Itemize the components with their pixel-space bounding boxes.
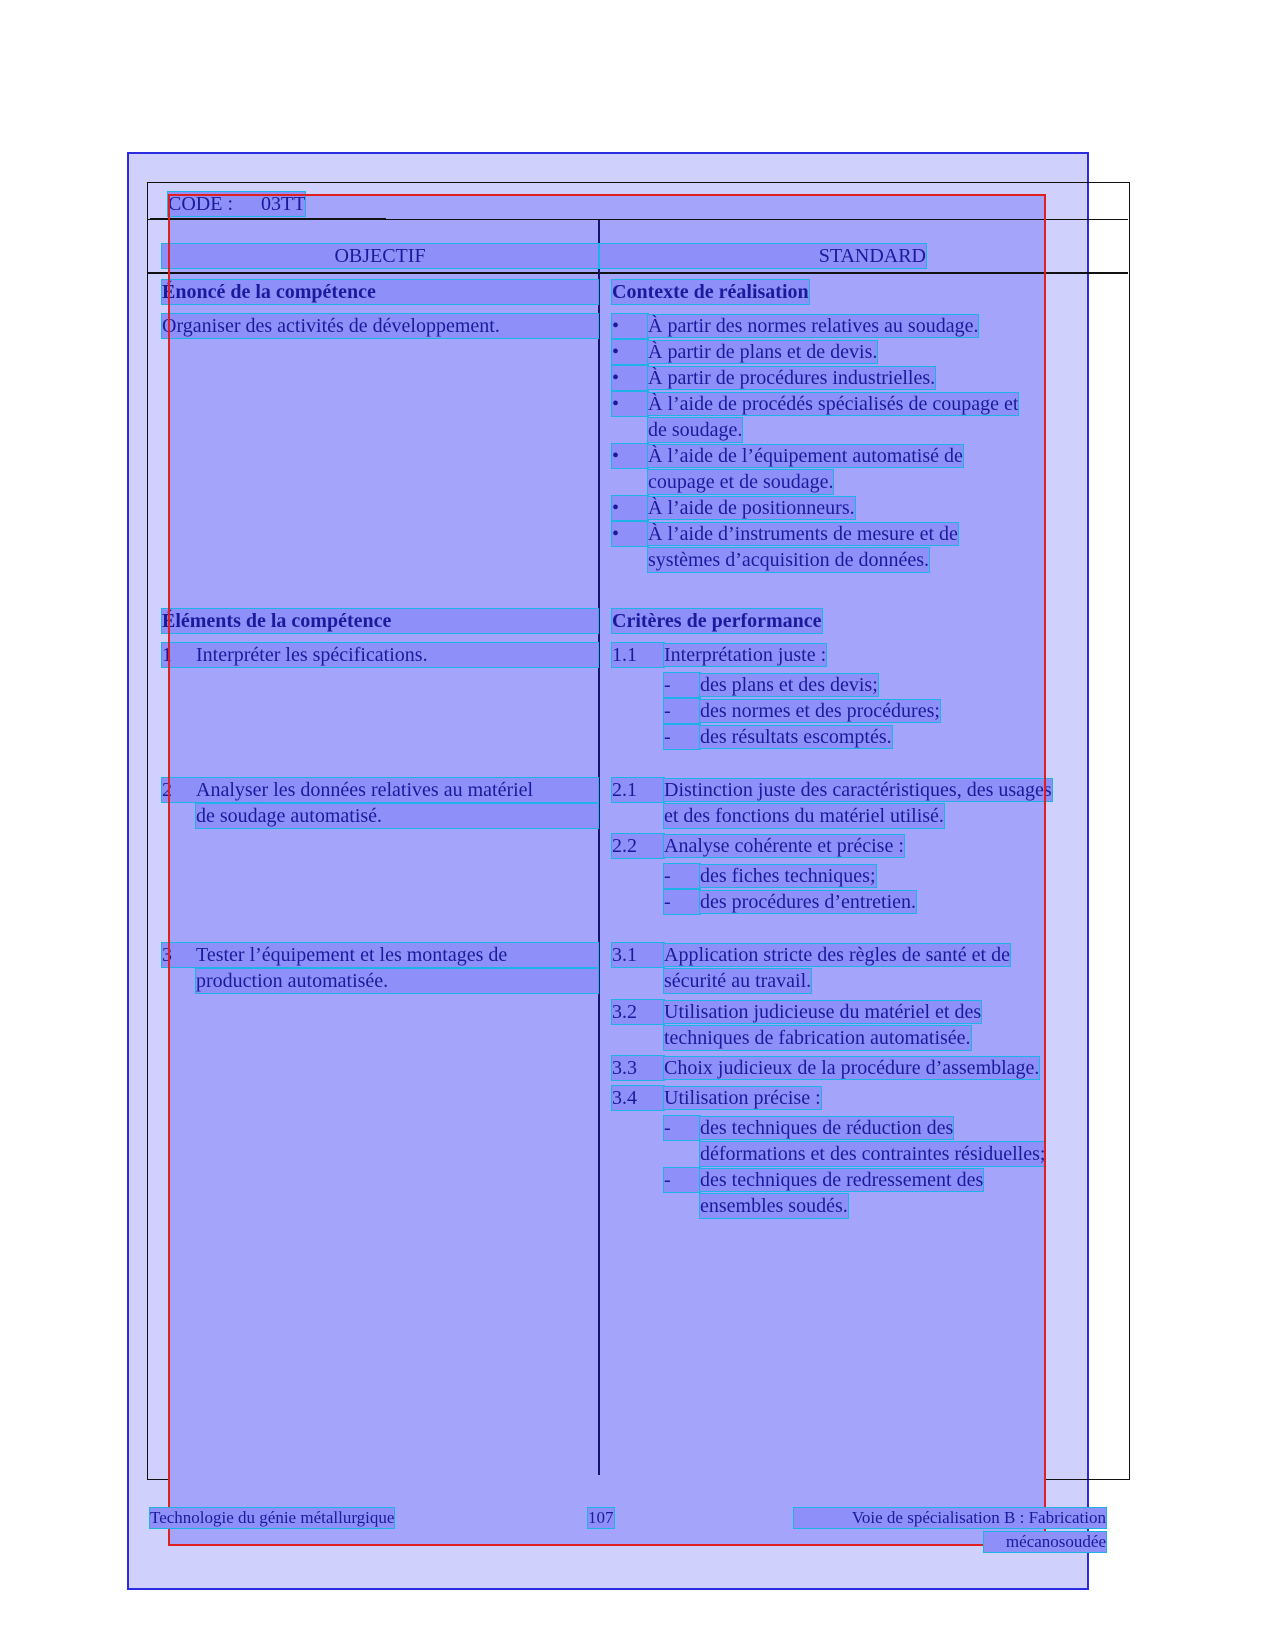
bullet-icon: • bbox=[612, 392, 648, 416]
enonce-title: Énoncé de la compétence bbox=[162, 280, 598, 304]
criterion-3-1-cont: sécurité au travail. bbox=[664, 970, 812, 992]
footer-right-line1: Voie de spécialisation B : Fabrication bbox=[794, 1508, 1106, 1528]
dash-icon: - bbox=[664, 725, 700, 749]
criterion-3-4-sub-1-cont: déformations et des contraintes résiduelles; bbox=[700, 1143, 1046, 1165]
criterion-text: Interprétation juste : bbox=[664, 644, 827, 666]
bullet-icon: • bbox=[612, 366, 648, 390]
enonce-text: Organiser des activités de développement. bbox=[162, 314, 598, 338]
criterion-text: Utilisation judicieuse du matériel et des bbox=[664, 1001, 982, 1023]
sub-text: des résultats escomptés. bbox=[700, 726, 892, 748]
bullet-icon: • bbox=[612, 444, 648, 468]
bullet-icon: • bbox=[612, 522, 648, 546]
criterion-text: Distinction juste des caractéristiques, des usages bbox=[664, 779, 1052, 801]
elements-title: Éléments de la compétence bbox=[162, 609, 598, 633]
dash-icon: - bbox=[664, 1116, 700, 1140]
criterion-num: 1.1 bbox=[612, 643, 664, 667]
criterion-num: 3.2 bbox=[612, 1000, 664, 1024]
element-1-num: 1 bbox=[162, 644, 172, 666]
element-2-text: Analyser les données relatives au matériel bbox=[196, 779, 534, 801]
criterion-text: Utilisation précise : bbox=[664, 1087, 821, 1109]
criterion-3-2-cont: techniques de fabrication automatisée. bbox=[664, 1027, 971, 1049]
sub-text: des procédures d’entretien. bbox=[700, 891, 917, 913]
bullet-icon: • bbox=[612, 496, 648, 520]
sub-text: des techniques de redressement des bbox=[700, 1169, 984, 1191]
criterion-num: 3.3 bbox=[612, 1056, 664, 1080]
element-2-num: 2 bbox=[162, 779, 172, 801]
context-item-4-cont: de soudage. bbox=[648, 419, 743, 441]
element-3-text: Tester l’équipement et les montages de bbox=[196, 944, 508, 966]
context-item-5-text: À l’aide de l’équipement automatisé de bbox=[648, 445, 963, 467]
footer-left: Technologie du génie métallurgique bbox=[150, 1508, 395, 1527]
selection-frame bbox=[168, 194, 1046, 1546]
sub-text: des normes et des procédures; bbox=[700, 700, 940, 722]
bullet-icon: • bbox=[612, 314, 648, 338]
context-item-4-text: À l’aide de procédés spécialisés de coupage et bbox=[648, 393, 1019, 415]
context-item-2-text: À partir de plans et de devis. bbox=[648, 341, 878, 363]
code-value: 03TT bbox=[261, 193, 306, 215]
criterion-text: Application stricte des règles de santé et de bbox=[664, 944, 1010, 966]
criteres-title: Critères de performance bbox=[612, 610, 822, 632]
header-standard: STANDARD bbox=[600, 244, 926, 268]
dash-icon: - bbox=[664, 699, 700, 723]
criterion-num: 3.1 bbox=[612, 943, 664, 967]
dash-icon: - bbox=[664, 1168, 700, 1192]
dash-icon: - bbox=[664, 864, 700, 888]
dash-icon: - bbox=[664, 890, 700, 914]
context-item-3-text: À partir de procédures industrielles. bbox=[648, 367, 936, 389]
header-objectif: OBJECTIF bbox=[162, 244, 598, 268]
sub-text: des plans et des devis; bbox=[700, 674, 878, 696]
criterion-text: Choix judicieux de la procédure d’assemblage. bbox=[664, 1057, 1040, 1079]
sub-text: des fiches techniques; bbox=[700, 865, 876, 887]
context-item-7-text: À l’aide d’instruments de mesure et de bbox=[648, 523, 958, 545]
criterion-text: Analyse cohérente et précise : bbox=[664, 835, 904, 857]
element-1-text: Interpréter les spécifications. bbox=[196, 644, 428, 666]
element-3-num: 3 bbox=[162, 944, 172, 966]
context-item-6-text: À l’aide de positionneurs. bbox=[648, 497, 855, 519]
context-item-7-cont: systèmes d’acquisition de données. bbox=[648, 549, 930, 571]
code-label: CODE : bbox=[168, 193, 233, 215]
footer-page-number: 107 bbox=[588, 1508, 614, 1527]
criterion-num: 2.2 bbox=[612, 834, 664, 858]
dash-icon: - bbox=[664, 673, 700, 697]
footer-right-line2: mécanosoudée bbox=[984, 1532, 1106, 1552]
element-2-line2: de soudage automatisé. bbox=[196, 804, 598, 828]
context-item-1-text: À partir des normes relatives au soudage. bbox=[648, 315, 979, 337]
contexte-title: Contexte de réalisation bbox=[612, 281, 809, 303]
criterion-num: 2.1 bbox=[612, 778, 664, 802]
bullet-icon: • bbox=[612, 340, 648, 364]
criterion-3-4-sub-2-cont: ensembles soudés. bbox=[700, 1195, 848, 1217]
sub-text: des techniques de réduction des bbox=[700, 1117, 954, 1139]
criterion-num: 3.4 bbox=[612, 1086, 664, 1110]
criterion-2-1-cont: et des fonctions du matériel utilisé. bbox=[664, 805, 944, 827]
context-item-5-cont: coupage et de soudage. bbox=[648, 471, 834, 493]
element-3-line2: production automatisée. bbox=[196, 969, 598, 993]
